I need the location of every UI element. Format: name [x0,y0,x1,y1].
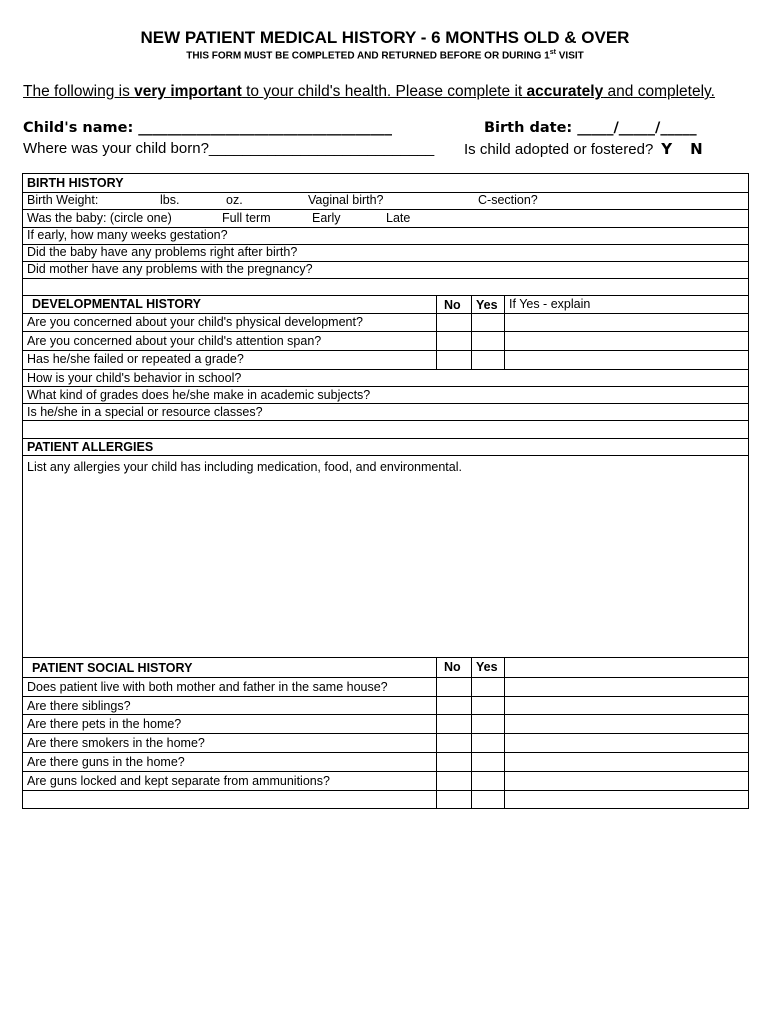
mother-problems-label: Did mother have any problems with the pregnancy? [27,262,313,276]
dev-yes-header: Yes [476,298,498,312]
oz-label: oz. [226,193,243,207]
baby-problems-label: Did the baby have any problems right after birth? [27,245,298,259]
social-history-heading: PATIENT SOCIAL HISTORY [32,661,193,675]
adopted-label: Is child adopted or fostered? [464,141,654,158]
adopted-no-option[interactable]: N [690,140,703,158]
social-yes-header: Yes [476,660,498,674]
dev-no-header: No [444,298,461,312]
childs-name-field[interactable]: Child's name: ___________________________________ [23,120,393,136]
dev-explain-header: If Yes - explain [509,297,591,311]
intro-bold1: very important [134,83,242,100]
social-question: Are there smokers in the home? [27,736,205,750]
form-title: NEW PATIENT MEDICAL HISTORY - 6 MONTHS OLD & OVER [140,28,630,47]
row-line [22,278,749,279]
lbs-label: lbs. [160,193,180,207]
baby-was-label: Was the baby: (circle one) [27,211,172,225]
allergies-prompt: List any allergies your child has including medication, food, and environmental. [27,460,462,474]
subtitle-text: THIS FORM MUST BE COMPLETED AND RETURNED BEFORE OR DURING 1 [186,50,550,62]
late-option[interactable]: Late [386,211,411,225]
dev-question: Are you concerned about your child's physical development? [27,315,363,329]
adopted-question [464,140,703,158]
row-line [22,696,749,697]
row-line [22,790,749,791]
dev-question: How is your child's behavior in school? [27,371,242,385]
row-line [22,455,749,456]
intro-part3: and completely. [603,83,715,100]
full-term-option[interactable]: Full term [222,211,271,225]
col-line [504,295,505,369]
social-question: Are guns locked and kept separate from ammunitions? [27,774,330,788]
intro-text [23,83,763,101]
dev-question: Is he/she in a special or resource classes? [27,405,263,419]
col-line [504,657,505,809]
dev-question: Are you concerned about your child's attention span? [27,334,322,348]
birth-date-field[interactable]: Birth date: _____/_____/_____ [484,120,697,136]
dev-question: Has he/she failed or repeated a grade? [27,352,244,366]
row-line [22,420,749,421]
col-line [471,295,472,369]
col-line [471,657,472,809]
dev-question: What kind of grades does he/she make in academic subjects? [27,388,371,402]
row-line [22,677,749,678]
allergies-heading: PATIENT ALLERGIES [27,440,154,454]
social-question: Are there guns in the home? [27,755,185,769]
developmental-history-heading: DEVELOPMENTAL HISTORY [32,297,202,311]
social-question: Does patient live with both mother and father in the same house? [27,680,388,694]
vaginal-birth-label: Vaginal birth? [308,193,384,207]
adopted-yes-option[interactable]: Y [661,140,673,158]
born-where-field[interactable]: Where was your child born?___________________________ [23,140,435,157]
form-subtitle [0,49,770,61]
subtitle-sup: st [549,49,556,56]
col-line [436,295,437,369]
row-line [22,771,749,772]
row-line [22,714,749,715]
row-line [22,733,749,734]
row-line [22,752,749,753]
birth-weight-label: Birth Weight: [27,193,99,207]
intro-bold2: accurately [526,83,604,100]
row-line [22,331,749,332]
subtitle-end: VISIT [555,50,584,62]
row-line [22,657,749,658]
col-line [436,657,437,809]
intro-part1: The following is [23,83,135,100]
intro-part2: to your child's health. Please complete it [241,83,527,100]
social-question: Are there pets in the home? [27,717,182,731]
weeks-gestation-label: If early, how many weeks gestation? [27,228,228,242]
c-section-label: C-section? [478,193,538,207]
social-no-header: No [444,660,461,674]
social-question: Are there siblings? [27,699,131,713]
birth-history-heading: BIRTH HISTORY [27,176,124,190]
row-line [22,192,749,193]
early-option[interactable]: Early [312,211,341,225]
